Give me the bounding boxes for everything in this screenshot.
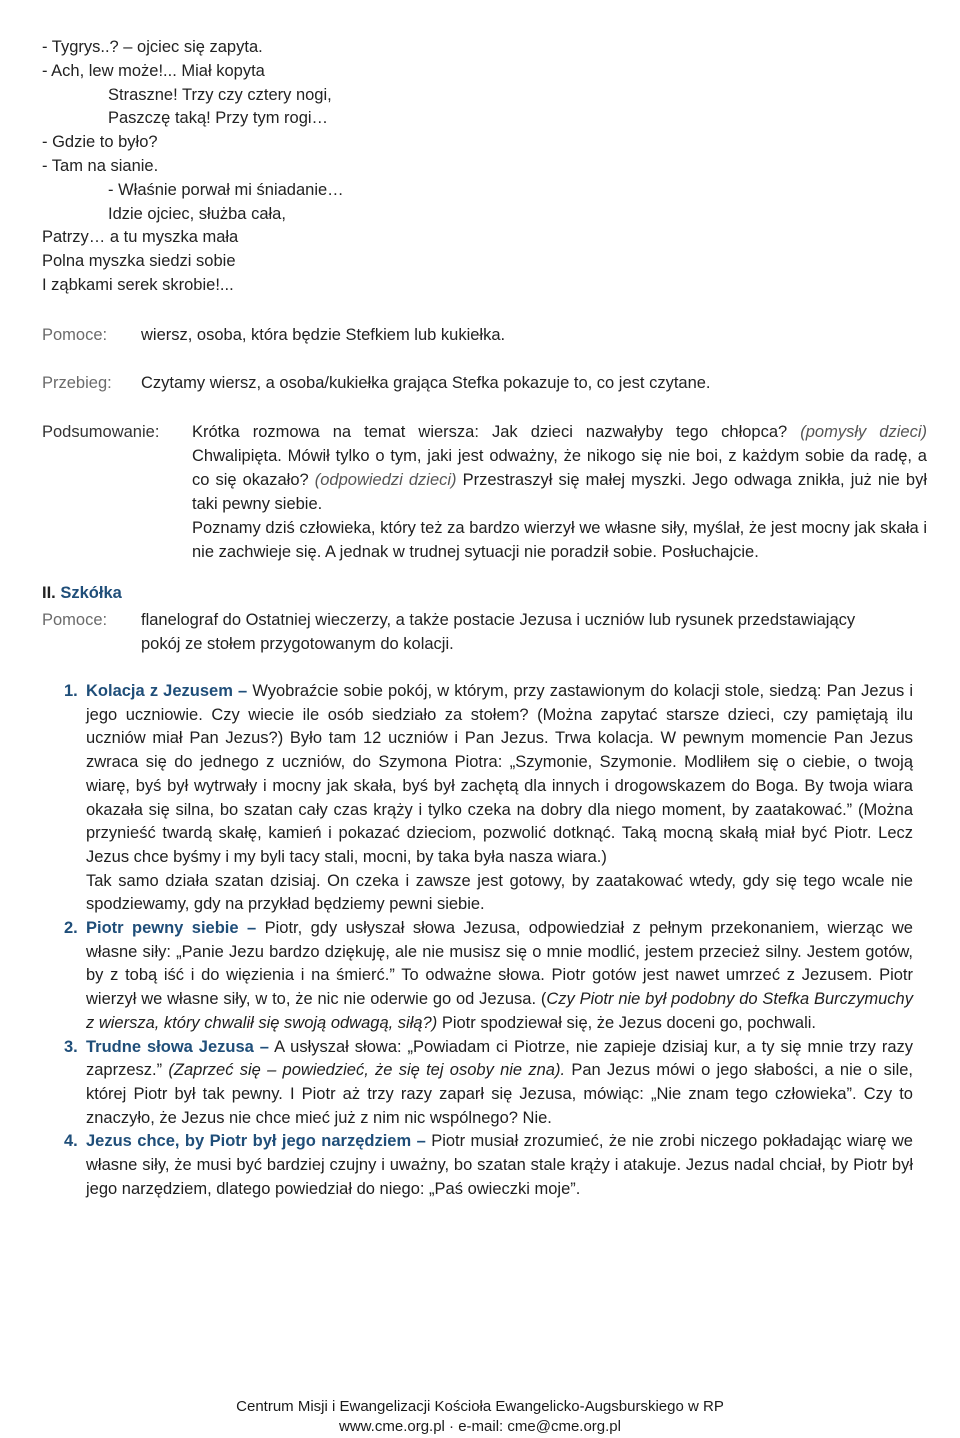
footer-contact: www.cme.org.pl · e-mail: cme@cme.org.pl: [339, 1418, 621, 1435]
pomoce-label: Pomoce:: [42, 611, 108, 629]
podsumowanie-label: Podsumowanie:: [42, 423, 160, 441]
item-title: Trudne słowa Jezusa –: [86, 1037, 269, 1056]
przebieg-text: Czytamy wiersz, a osoba/kukiełka grająca Stefka pokazuje to, co jest czytane.: [141, 374, 711, 392]
poem-line: Paszczę taką! Przy tym rogi…: [108, 109, 329, 128]
poem-line: Idzie ojciec, służba cała,: [108, 204, 286, 223]
item-text: Tak samo działa szatan dzisiaj. On czeka i zawsze jest gotowy, by zaatakować wtedy, gdy się tego wcale nie spodziewamy, gdy na przykład będziemy pewni siebie.: [86, 871, 913, 914]
italic-note: (Zaprzeć się – powiedzieć, że się tej osoby nie zna).: [168, 1061, 566, 1080]
item-text: Piotr, gdy usłyszał słowa Jezusa, odpowiedział z pełnym przekonaniem, wierząc we własne siły: „Panie Jezu bardzo dziękuję, ale nie musisz się o mnie modlić, jestem przecież silny. Jestem gotów, by z tobą iść i do więzienia i na śmierć.” To odważne słowa. Piotr gotów jest nawet umrzeć z Jezusem. Piotr wierzył we własne siły, w to, że nic nie oderwie go od Jezusa. (: [86, 919, 913, 1009]
list-item: [64, 1036, 913, 1131]
poem-line: I ząbkami serek skrobie!...: [42, 275, 234, 294]
item-number: 1.: [64, 682, 78, 700]
item-title: Piotr pewny siebie –: [86, 919, 257, 938]
list-item: [64, 680, 914, 917]
item-text: Wyobraźcie sobie pokój, w którym, przy zastawionym do kolacji stole, siedzą: Pan Jezus i jego uczniowie. Czy wiecie ile osób siedziało za stołem? (Można zapytać starsze dzieci, czy pamiętają ilu uczniów miał Pan Jezus?) Było tam 12 uczniów i Pan Jezus. Trwa kolacja. W pewnym momencie Pan Jezus zwraca się do jednego z uczniów, do Szymona Piotra: „Szymonie, Szymonie. Modliłem się o ciebie, o twoją wiarę, byś był wytrwały i mocny jak skała, byś był zachętą dla innych i drogowskazem do Boga. By twoja wiara okazała się silna, bo szatan cały czas krąży i tylko czeka na dobry dla niego moment, by zaatakować.” (Można przynieść twardą skałę, kamień i pokazać dzieciom, pozwolić dotknąć. Taką mocną skałą miał być Piotr. Lecz Jezus chce byśmy i my byli tacy stali, mocni, by taka była nasza wiara.): [86, 682, 914, 866]
footer-organization: Centrum Misji i Ewangelizacji Kościoła Ewangelicko-Augsburskiego w RP: [236, 1398, 724, 1415]
italic-note: Czy Piotr nie był podobny do Stefka Burczymuchy z wiersza, który chwalił się swoją odwagą, siłą?): [86, 990, 913, 1032]
item-title: Kolacja z Jezusem –: [86, 682, 248, 700]
text-span: Krótka rozmowa na temat wiersza: Jak dzieci nazwałyby tego chłopca?: [192, 423, 788, 441]
item-text: Piotr spodziewał się, że Jezus doceni go, pochwali.: [441, 1013, 817, 1032]
page-footer: [0, 1397, 960, 1437]
section-heading: [42, 584, 122, 603]
italic-note: (pomysły dzieci): [800, 423, 927, 441]
item-text: Pan Jezus mówi o jego słabości, a nie o sile, której Piotr był tak pewny. I Piotr aż trzy razy zaparł się Jezusa, mówiąc: „Nie znam tego człowieka”. Czy to znaczyło, że Jezus nie chce mieć już z nim nic wspólnego? Nie.: [86, 1061, 913, 1127]
item-number: 4.: [64, 1132, 78, 1151]
text-span: Chwalipięta. Mówił tylko o tym, jaki jest odważny, że nikogo się nie boi, z każdym sobie da radę, a co się okazało?: [192, 447, 927, 489]
item-number: 3.: [64, 1037, 78, 1056]
item-text: A usłyszał słowa: „Powiadam ci Piotrze, nie zapieje dzisiaj kur, a ty się mnie trzy razy zaprzesz.”: [86, 1037, 913, 1080]
podsumowanie-text: [192, 420, 927, 564]
poem-line: Patrzy… a tu myszka mała: [42, 228, 239, 247]
item-title: Jezus chce, by Piotr był jego narzędziem –: [86, 1132, 426, 1151]
pomoce-text: flanelograf do Ostatniej wieczerzy, a także postacie Jezusa i uczniów lub rysunek przedstawiający pokój ze stołem przygotowanym do kolacji.: [141, 611, 856, 653]
section-title: Szkółka: [60, 584, 122, 602]
text-span: Przestraszył się małej myszki. Jego odwaga znikła, już nie był taki pewny siebie.: [192, 471, 927, 513]
pomoce-label: Pomoce:: [42, 326, 108, 344]
item-text: Piotr musiał zrozumieć, że nie zrobi niczego pokładając wiarę we własne siły, że musi być bardziej czujny i uważny, bo szatan stale krąży i atakuje. Jezus nadal chciał, by Piotr był jego narzędziem, dlatego powiedział do niego: „Paś owieczki moje”.: [86, 1132, 913, 1198]
podsumowanie-paragraph: Poznamy dziś człowieka, który też za bardzo wierzył we własne siły, myślał, że jest mocny jak skała i nie zachwieje się. A jednak w trudnej sytuacji nie poradził sobie. Posłuchajcie.: [192, 519, 927, 561]
przebieg-label: Przebieg:: [42, 374, 112, 392]
poem: [42, 36, 344, 298]
poem-line: - Tam na sianie.: [42, 156, 159, 175]
item-number: 2.: [64, 919, 78, 938]
italic-note: (odpowiedzi dzieci): [314, 471, 457, 489]
podsumowanie-paragraph: [192, 420, 927, 516]
poem-line: - Tygrys..? – ojciec się zapyta.: [42, 38, 263, 56]
lesson-list: [64, 680, 914, 1201]
poem-line: - Gdzie to było?: [42, 133, 158, 152]
poem-line: Polna myszka siedzi sobie: [42, 252, 236, 271]
section-numeral: II.: [42, 584, 56, 602]
poem-line: - Właśnie porwał mi śniadanie…: [108, 180, 344, 199]
list-item: [64, 917, 913, 1036]
poem-line: - Ach, lew może!... Miał kopyta: [42, 61, 265, 80]
list-item: [64, 1130, 913, 1201]
pomoce-text: wiersz, osoba, która będzie Stefkiem lub kukiełka.: [141, 326, 506, 344]
poem-line: Straszne! Trzy czy cztery nogi,: [108, 85, 332, 104]
